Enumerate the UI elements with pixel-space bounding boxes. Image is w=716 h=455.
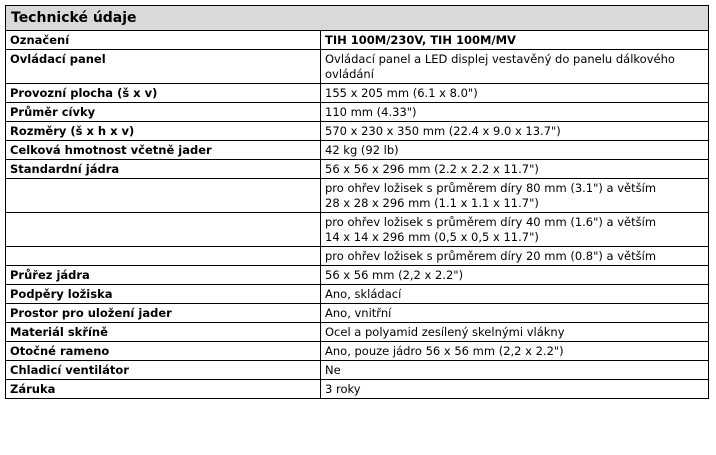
- table-row: [6, 213, 709, 247]
- spec-label: Celková hmotnost včetně jader: [6, 141, 321, 160]
- table-row: [6, 50, 709, 84]
- header-value: TIH 100M/230V, TIH 100M/MV: [321, 31, 709, 50]
- table-header-row: [6, 31, 709, 50]
- spec-label: Ovládací panel: [6, 50, 321, 84]
- spec-label: [6, 247, 321, 266]
- spec-label: Standardní jádra: [6, 160, 321, 179]
- spec-value: Ano, vnitřní: [321, 304, 709, 323]
- table-row: [6, 122, 709, 141]
- spec-value: Ne: [321, 361, 709, 380]
- spec-label: Prostor pro uložení jader: [6, 304, 321, 323]
- spec-value: Ano, pouze jádro 56 x 56 mm (2,2 x 2.2"): [321, 342, 709, 361]
- specs-table: [5, 30, 709, 399]
- table-row: [6, 247, 709, 266]
- table-row: [6, 285, 709, 304]
- spec-value: 110 mm (4.33"): [321, 103, 709, 122]
- spec-value: pro ohřev ložisek s průměrem díry 80 mm (3.1") a větším 28 x 28 x 296 mm (1.1 x 1.1 x 11.7"): [321, 179, 709, 213]
- table-title: Technické údaje: [5, 5, 709, 30]
- spec-label: Otočné rameno: [6, 342, 321, 361]
- table-row: [6, 103, 709, 122]
- table-row: [6, 323, 709, 342]
- spec-value: 570 x 230 x 350 mm (22.4 x 9.0 x 13.7"): [321, 122, 709, 141]
- spec-label: Podpěry ložiska: [6, 285, 321, 304]
- spec-value: 3 roky: [321, 380, 709, 399]
- spec-label: Materiál skříně: [6, 323, 321, 342]
- table-row: [6, 380, 709, 399]
- table-row: [6, 179, 709, 213]
- spec-value: Ovládací panel a LED displej vestavěný do panelu dálkového ovládání: [321, 50, 709, 84]
- table-row: [6, 84, 709, 103]
- table-row: [6, 342, 709, 361]
- spec-value: Ano, skládací: [321, 285, 709, 304]
- spec-value: pro ohřev ložisek s průměrem díry 40 mm (1.6") a větším 14 x 14 x 296 mm (0,5 x 0,5 x 11.7"): [321, 213, 709, 247]
- spec-value: 56 x 56 mm (2,2 x 2.2"): [321, 266, 709, 285]
- spec-value: 56 x 56 x 296 mm (2.2 x 2.2 x 11.7"): [321, 160, 709, 179]
- spec-value: pro ohřev ložisek s průměrem díry 20 mm (0.8") a větším: [321, 247, 709, 266]
- spec-label: [6, 179, 321, 213]
- table-row: [6, 266, 709, 285]
- spec-label: Provozní plocha (š x v): [6, 84, 321, 103]
- table-row: [6, 304, 709, 323]
- spec-value: Ocel a polyamid zesílený skelnými vlákny: [321, 323, 709, 342]
- spec-value: 155 x 205 mm (6.1 x 8.0"): [321, 84, 709, 103]
- technical-data-sheet: [5, 5, 709, 399]
- spec-label: Průměr cívky: [6, 103, 321, 122]
- spec-label: Průřez jádra: [6, 266, 321, 285]
- spec-value: 42 kg (92 lb): [321, 141, 709, 160]
- spec-label: Rozměry (š x h x v): [6, 122, 321, 141]
- table-row: [6, 141, 709, 160]
- table-row: [6, 160, 709, 179]
- spec-label: Chladicí ventilátor: [6, 361, 321, 380]
- table-row: [6, 361, 709, 380]
- header-label: Označení: [6, 31, 321, 50]
- spec-label: Záruka: [6, 380, 321, 399]
- spec-label: [6, 213, 321, 247]
